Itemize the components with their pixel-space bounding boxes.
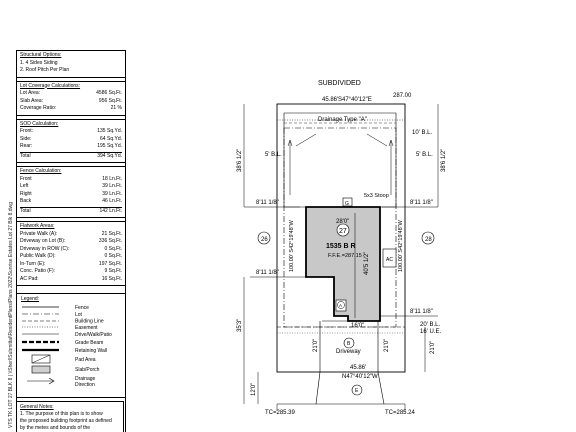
front-bearing: N47°40'12"W <box>342 374 378 380</box>
drainage-type-label: Drainage Type "A" <box>318 117 367 123</box>
structural-option-item: 2. Roof Pitch Per Plan <box>20 67 70 73</box>
row-value: 18 Ln.Ft. <box>102 175 122 182</box>
rear-setback-left: 38'6 1/2" <box>237 148 243 172</box>
lot-coverage-title: Lot Coverage Calculations: <box>20 82 81 89</box>
top-of-curb-left: TC=285.39 <box>265 410 295 416</box>
lot-number: 27 <box>339 228 347 235</box>
row-value: 0 Sq.Ft. <box>104 253 122 259</box>
legend-label: Fence <box>75 305 89 311</box>
left-lot-number: 26 <box>261 237 268 243</box>
legend-label: Slab/Porch <box>75 367 100 373</box>
row-value: 39 Ln.Ft. <box>102 190 122 197</box>
finished-floor-elevation: F.F.E.=287.15 <box>328 253 362 259</box>
row-value: 956 Sq.Ft. <box>98 97 122 104</box>
fence-title: Fence Calculation: <box>20 168 62 174</box>
side-gap-left-lower: 8'11 1/8" <box>256 270 279 276</box>
house-width: 28'0" <box>336 219 350 225</box>
side-bl-left-label: 5' B.L. <box>265 152 282 158</box>
legend-label: Drainage <box>75 376 96 382</box>
row-value: 336 Sq.Ft. <box>98 238 122 244</box>
general-notes-line: 1. The purpose of this plan is to show <box>20 411 103 417</box>
row-value: 0 Sq.Ft. <box>104 245 122 252</box>
walk-marker: A <box>339 303 343 308</box>
row-value: 9 Sq.Ft. <box>104 268 122 274</box>
side-gap-right-lower: 8'11 1/8" <box>410 309 433 315</box>
legend-label: Retaining Wall <box>75 348 108 354</box>
plan-name: 1535 B R <box>326 243 356 250</box>
inturn-dim: 12'0" <box>251 382 257 396</box>
top-of-curb-right: TC=285.24 <box>385 410 415 416</box>
front-building-line-label: 20' B.L. <box>420 322 441 328</box>
row-label: Side: <box>20 135 32 142</box>
structural-option-item: 1. 4 Sides Siding <box>20 59 58 66</box>
front-right-dim: 21'0" <box>430 340 436 354</box>
general-notes-line: by the metes and bounds of the <box>20 425 91 431</box>
row-value: 39 Ln.Ft. <box>102 183 122 189</box>
driveway-marker: B <box>347 341 351 347</box>
row-label: AC Pad: <box>20 275 39 282</box>
drive-right-dim: 21'0" <box>384 338 390 352</box>
row-value: 197 Sq.Ft. <box>98 260 122 267</box>
side-bl-right-label: 5' B.L. <box>416 152 433 158</box>
row-label: Front: <box>20 128 34 134</box>
rear-setback-right: 38'6 1/2" <box>441 148 447 172</box>
flatwork-title: Flatwork Areas: <box>20 223 55 229</box>
general-notes-title: General Notes: <box>20 404 54 410</box>
utility-easement-label: 16' U.E. <box>420 329 442 335</box>
general-notes-line: the proposed building footprint as defined <box>20 418 112 424</box>
legend-label: Direction <box>75 382 95 388</box>
side-gap-right-upper: 8'11 1/8" <box>410 200 433 206</box>
row-label: Conc. Patio (F): <box>20 268 56 274</box>
row-label: Left <box>20 183 29 189</box>
legend-label: Lot <box>75 312 82 318</box>
file-path-text: VTS TK LOT 27 BLK 8 | \\Sherl\Submittal\ResidentPlans\Plans 2022\Sunrise Estates Lot 27 Blk 8.dwg <box>8 202 14 428</box>
row-value: 142 Ln.Ft. <box>99 207 122 214</box>
row-value: 394 Sq.Yd. <box>97 152 122 159</box>
front-setback-left: 35'3" <box>237 318 243 332</box>
front-frontage: 45.86' <box>350 365 367 371</box>
subdivision-label: SUBDIVIDED <box>318 80 361 87</box>
row-value: 46 Ln.Ft. <box>102 198 122 204</box>
inturn-edge-right <box>378 372 384 404</box>
row-value: 21 % <box>110 105 122 111</box>
row-value: 21 Sq.Ft. <box>101 230 122 237</box>
ac-label: AC <box>386 257 393 263</box>
garage-width: 16'0" <box>351 323 365 329</box>
row-label: Back <box>20 198 32 204</box>
row-value: 4586 Sq.Ft. <box>96 90 122 96</box>
legend-label: Building Line <box>75 318 104 325</box>
legend-label: Drive/Walk/Patio <box>75 332 112 338</box>
sod-title: SOD Calculation: <box>20 120 59 127</box>
row-label: Public Walk (D): <box>20 253 56 259</box>
left-lot-line: 100.00' S42°19'48"W <box>289 220 295 272</box>
row-label: Slab Area: <box>20 97 44 104</box>
inturn-edge-left <box>316 372 320 404</box>
right-lot-number: 28 <box>425 237 432 243</box>
row-label: Coverage Ratio: <box>20 105 57 111</box>
drainage-arrows <box>288 134 393 195</box>
house-depth: 40'5 1/2" <box>364 251 370 275</box>
rear-dimension: 287.00 <box>393 93 412 99</box>
rear-frontage: 45.86' <box>322 97 339 103</box>
right-lot-line: 100.00' S42°19'48"W <box>398 220 404 272</box>
row-label: Driveway in ROW (C): <box>20 245 70 252</box>
rear-bearing: S47°40'12"E <box>338 97 372 103</box>
row-label: Right <box>20 190 32 197</box>
row-value: 64 Sq.Yd. <box>100 135 122 142</box>
row-label: Lot Area: <box>20 90 41 96</box>
row-label: Total <box>20 152 31 159</box>
inturn-marker: E <box>355 388 359 394</box>
legend-label: Easement <box>75 325 98 331</box>
row-value: 135 Sq.Yd. <box>97 128 122 134</box>
legend-title: Legend: <box>21 296 40 302</box>
stoop-label: 5x3 Stoop <box>364 193 389 199</box>
legend-label: Grade Beam <box>75 340 104 346</box>
structural-options-title: Structural Options: <box>20 52 62 58</box>
rear-building-line-label: 10' B.L. <box>412 130 433 136</box>
row-label: In-Turn (E): <box>20 260 46 267</box>
driveway-label: Driveway <box>336 349 361 355</box>
legend-label: Pad Area <box>75 357 96 363</box>
row-label: Front <box>20 175 32 182</box>
row-label: Driveway on Lot (B): <box>20 238 66 244</box>
drive-left-dim: 21'0" <box>313 338 319 352</box>
row-label: Rear: <box>20 143 33 149</box>
row-value: 16 Sq.Ft. <box>101 275 122 282</box>
side-gap-left-upper: 8'11 1/8" <box>256 200 279 206</box>
stoop-marker: G <box>345 201 349 207</box>
row-label: Total <box>20 207 31 214</box>
row-value: 195 Sq.Yd. <box>97 143 122 149</box>
row-label: Private Walk (A): <box>20 230 58 237</box>
